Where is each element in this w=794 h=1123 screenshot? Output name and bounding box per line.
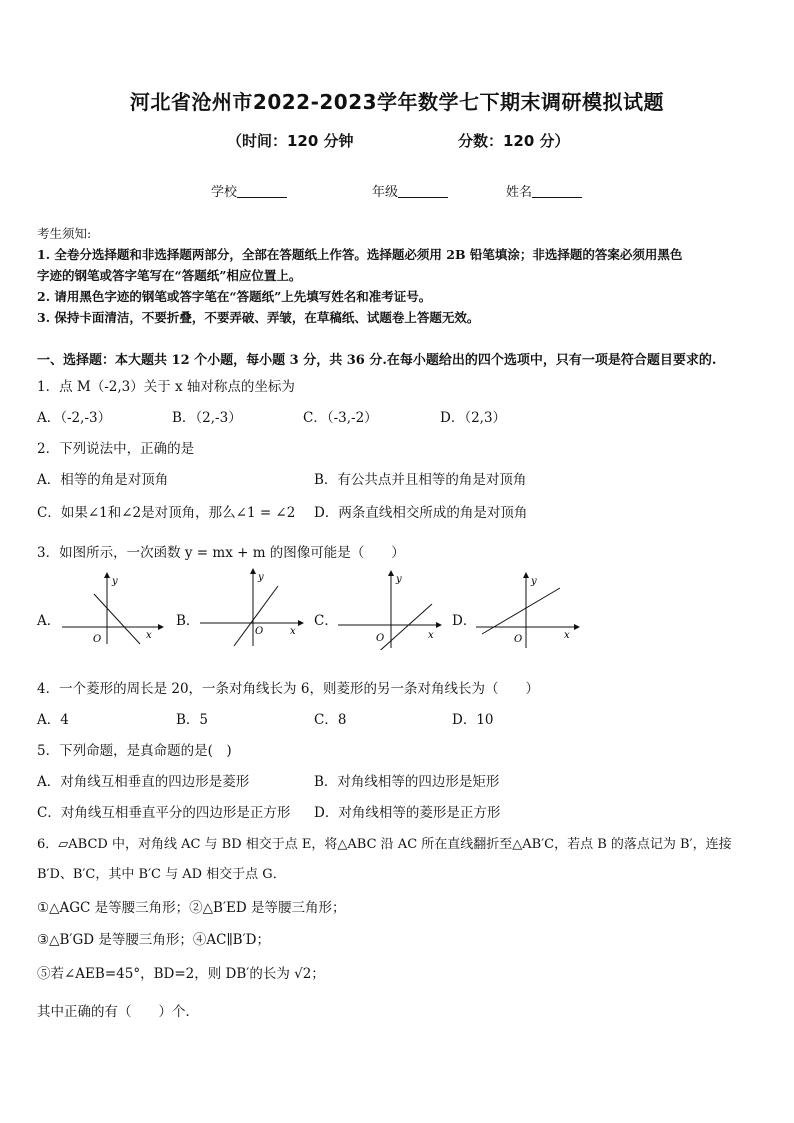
name-label: 姓名 <box>506 185 533 200</box>
q3-option-d[interactable]: D． <box>452 613 477 629</box>
page-title: 河北省沧州市2022-2023学年数学七下期末调研模拟试题 <box>129 90 665 114</box>
q3-stem: 3．如图所示，一次函数 y = mx + m 的图像可能是（ ） <box>37 545 405 561</box>
notice-item-1a: 1. 全卷分选择题和非选择题两部分，全部在答题纸上作答。选择题必须用 2B 铅笔填涂；非选择题的答案必须用黑色 <box>37 247 683 262</box>
q2-option-c[interactable]: C．如果∠1和∠2是对顶角，那么∠1 = ∠2 <box>37 505 296 521</box>
q6-line-6: 其中正确的有（ ）个． <box>37 1004 199 1020</box>
q1-option-b[interactable]: B．（2,-3） <box>172 410 242 426</box>
q4-option-a[interactable]: A．4 <box>37 712 69 728</box>
time-limit: （时间：120 分钟 <box>227 132 354 150</box>
q4-option-d[interactable]: D．10 <box>452 712 494 728</box>
q5-option-b[interactable]: B．对角线相等的四边形是矩形 <box>314 774 500 790</box>
q3-d-y-label: y <box>531 576 537 587</box>
q3-a-y-label: y <box>112 576 118 587</box>
q3-b-origin: O <box>255 626 264 637</box>
school-label: 学校 <box>211 185 238 200</box>
grade-blank[interactable] <box>398 184 448 198</box>
q5-option-d[interactable]: D．对角线相等的菱形是正方形 <box>314 805 501 821</box>
q3-d-origin: O <box>514 634 523 645</box>
q6-line-3: ①△AGC 是等腰三角形；②△B′ED 是等腰三角形； <box>37 900 346 916</box>
q1-option-a[interactable]: A．（-2,-3） <box>37 410 112 426</box>
q1-stem: 1．点 M（-2,3）关于 x 轴对称点的坐标为 <box>37 379 295 395</box>
q3-option-c[interactable]: C． <box>314 613 338 629</box>
total-score: 分数：120 分） <box>458 132 570 150</box>
q5-stem: 5．下列命题，是真命题的是( ) <box>37 743 232 759</box>
section-heading: 一、选择题：本大题共 12 个小题，每小题 3 分，共 36 分.在每小题给出的四个选项中，只有一项是符合题目要求的. <box>37 353 717 368</box>
q3-a-x-label: x <box>146 630 152 641</box>
school-field <box>211 181 287 200</box>
q2-option-d[interactable]: D．两条直线相交所成的角是对顶角 <box>314 505 528 521</box>
q3-c-origin: O <box>376 633 385 644</box>
q4-stem: 4．一个菱形的周长是 20，一条对角线长为 6，则菱形的另一条对角线长为（ ） <box>37 681 539 697</box>
q3-d-x-label: x <box>564 630 570 641</box>
q3-graph-b[interactable] <box>198 568 306 648</box>
notice-item-3: 3. 保持卡面清洁，不要折叠，不要弄破、弄皱，在草稿纸、试题卷上答题无效。 <box>37 310 480 325</box>
q3-graph-d[interactable] <box>474 572 582 650</box>
q2-stem: 2．下列说法中，正确的是 <box>37 441 195 457</box>
q3-c-y-label: y <box>396 574 402 585</box>
q3-c-x-label: x <box>428 630 434 641</box>
school-blank[interactable] <box>237 184 287 198</box>
notice-item-1b: 字迹的钢笔或答字笔写在“答题纸”相应位置上。 <box>37 268 302 283</box>
q3-a-origin: O <box>93 634 102 645</box>
q3-b-x-label: x <box>290 626 296 637</box>
notice-heading: 考生须知: <box>37 226 92 241</box>
q3-option-b[interactable]: B． <box>176 613 200 629</box>
name-blank[interactable] <box>532 184 582 198</box>
q3-graph-c[interactable] <box>336 570 444 650</box>
q5-option-c[interactable]: C．对角线互相垂直平分的四边形是正方形 <box>37 805 291 821</box>
grade-field <box>372 181 448 200</box>
q3-b-y-label: y <box>258 572 264 583</box>
q4-option-b[interactable]: B．5 <box>176 712 209 728</box>
q6-line-5: ⑤若∠AEB=45°，BD=2，则 DB′的长为 √2； <box>37 966 325 982</box>
q6-line-2: B′D、B′C，其中 B′C 与 AD 相交于点 G． <box>37 867 286 882</box>
q2-option-b[interactable]: B．有公共点并且相等的角是对顶角 <box>314 472 527 488</box>
q2-option-a[interactable]: A．相等的角是对顶角 <box>37 472 169 488</box>
q3-graph-a[interactable] <box>60 572 165 646</box>
q3-option-a[interactable]: A． <box>37 613 61 629</box>
q1-option-c[interactable]: C．（-3,-2） <box>303 410 378 426</box>
grade-label: 年级 <box>372 185 399 200</box>
q1-option-d[interactable]: D．（2,3） <box>440 410 507 426</box>
name-field <box>506 181 582 200</box>
q6-line-4: ③△B′GD 是等腰三角形；④AC∥B′D； <box>37 932 270 948</box>
q4-option-c[interactable]: C．8 <box>314 712 347 728</box>
q6-line-1: 6．▱ABCD 中，对角线 AC 与 BD 相交于点 E，将△ABC 沿 AC 所在直线翻折至△AB′C，若点 B 的落点记为 B′，连接 <box>37 837 732 852</box>
q5-option-a[interactable]: A．对角线互相垂直的四边形是菱形 <box>37 774 250 790</box>
notice-item-2: 2. 请用黑色字迹的钢笔或答字笔在“答题纸”上先填写姓名和准考证号。 <box>37 289 432 304</box>
